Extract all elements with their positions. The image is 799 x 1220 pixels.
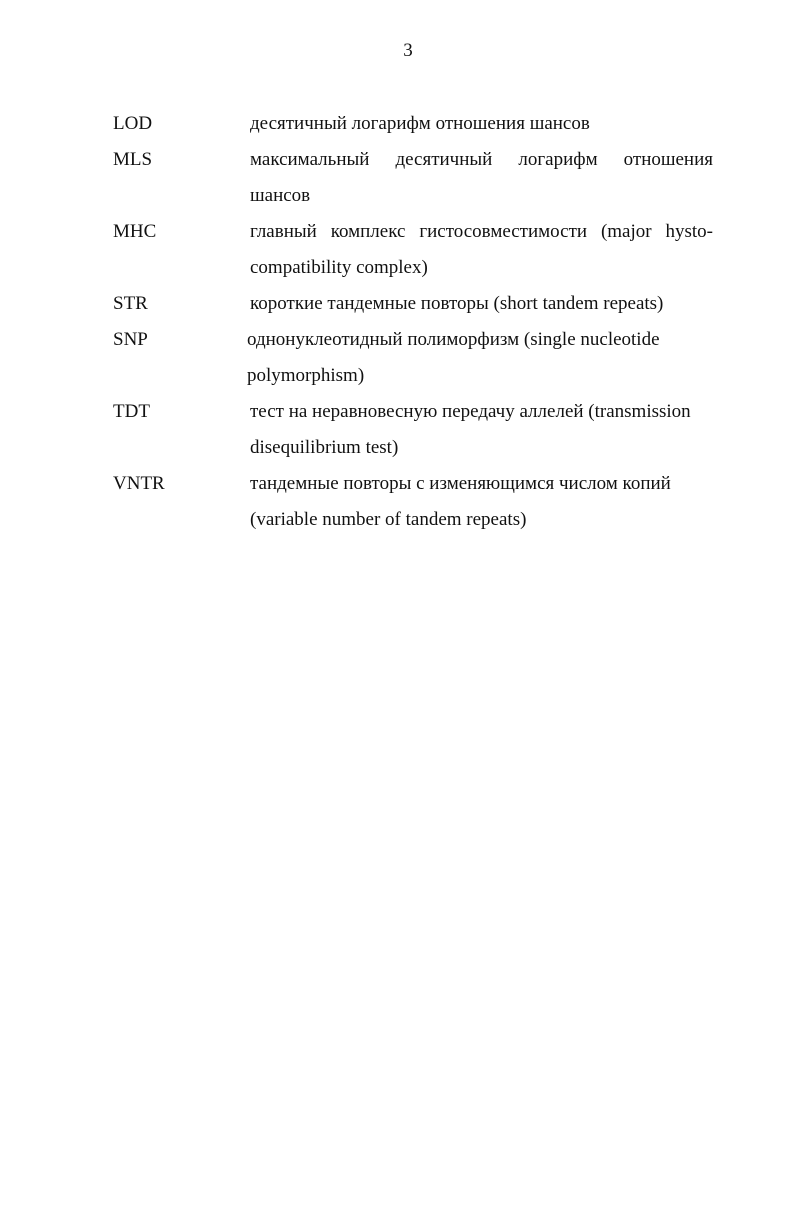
abbreviation-list: [113, 106, 713, 538]
abbreviation-definition: тандемные повторы с изменяющимся числом копий (variable number of tandem repeats): [250, 473, 671, 530]
page-number: 3: [403, 40, 413, 61]
abbreviation-entry: [113, 394, 713, 466]
abbreviation-entry: [113, 106, 713, 142]
abbreviation-term: TDT: [113, 401, 150, 422]
abbreviation-definition: десятичный логарифм отношения шансов: [250, 113, 590, 134]
abbreviation-definition: однонуклеотидный полиморфизм (single nucleotide polymorphism): [247, 329, 660, 386]
abbreviation-entry: [113, 142, 713, 214]
abbreviation-definition: максимальный десятичный логарифм отношения шансов: [250, 149, 713, 206]
abbreviation-definition: короткие тандемные повторы (short tandem repeats): [250, 293, 664, 314]
abbreviation-definition: главный комплекс гистосовместимости (major hysto-compatibility complex): [250, 221, 713, 278]
abbreviation-entry: [113, 466, 713, 538]
abbreviation-term: LOD: [113, 113, 153, 134]
abbreviation-entry: [113, 322, 713, 394]
abbreviation-entry: [113, 214, 713, 286]
abbreviation-entry: [113, 286, 713, 322]
abbreviation-term: STR: [113, 293, 148, 314]
abbreviation-term: SNP: [113, 329, 148, 350]
abbreviation-term: MLS: [113, 149, 153, 170]
abbreviation-term: MHC: [113, 221, 157, 242]
abbreviation-definition: тест на неравновесную передачу аллелей (transmission disequilibrium test): [250, 401, 691, 458]
abbreviation-term: VNTR: [113, 473, 165, 494]
